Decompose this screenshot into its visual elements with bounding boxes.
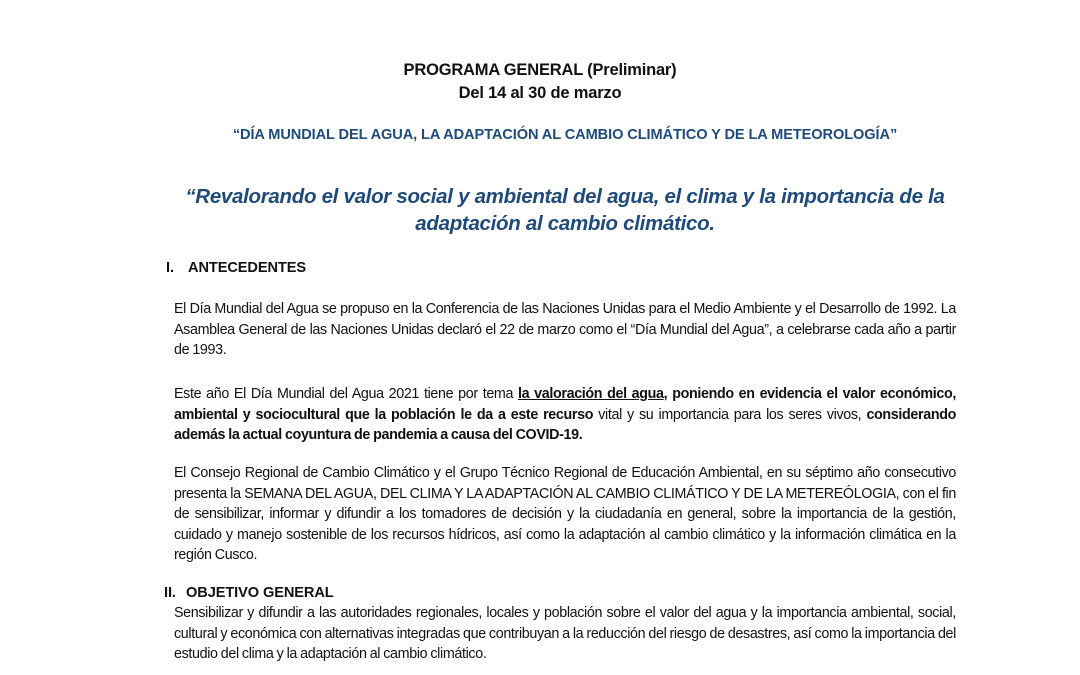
emphasis-text: , poniendo en evidencia el valor económico, ambiental y sociocultural que la población le da a este recurso <box>174 386 956 423</box>
paragraph-text: vital y su importancia para los seres vivos, <box>593 406 867 423</box>
event-slogan <box>160 183 970 237</box>
section-heading-objetivo <box>164 585 334 601</box>
slogan-line-1: “Revalorando el valor social y ambiental del agua, el clima y la importancia de la <box>185 185 945 208</box>
paragraph-antecedentes-3: El Consejo Regional de Cambio Climático y el Grupo Técnico Regional de Educación Ambiental, en su séptimo año consecutivo presenta la SEMANA DEL AGUA, DEL CLIMA Y LA ADAPTACIÓN AL CAMBIO CLIMÁTICO Y DE LA METEREÓLOGIA, con el fin de sensibilizar, informar y difundir a los tomadores de decisión y la ciudadanía en general, sobre la importancia de la gestión, cuidado y manejo sostenible de los recursos hídricos, así como la adaptación al cambio climático y la información climática en la región Cusco. <box>174 465 956 563</box>
slogan-line-2: adaptación al cambio climático. <box>415 212 715 235</box>
highlight-theme: la valoración del agua <box>518 386 664 402</box>
paragraph-antecedentes-2 <box>174 384 956 446</box>
paragraph-antecedentes-1: El Día Mundial del Agua se propuso en la Conferencia de las Naciones Unidas para el Medio Ambiente y el Desarrollo de 1992. La Asamblea General de las Naciones Unidas declaró el 22 de marzo como el “Día Mundial del Agua”, a celebrarse cada año a partir de 1993. <box>174 301 956 358</box>
section-heading-antecedentes <box>166 260 306 276</box>
paragraph-objetivo: Sensibilizar y difundir a las autoridades regionales, locales y población sobre el valor del agua y la importancia ambiental, social, cultural y económica con alternativas integradas que contribuyan a la reducción del riesgo de desastres, así como la importancia del estudio del clima y la adaptación al cambio climático. <box>174 605 956 662</box>
paragraph-text: Este año El Día Mundial del Agua 2021 tiene por tema <box>174 386 519 402</box>
event-theme: “DÍA MUNDIAL DEL AGUA, LA ADAPTACIÓN AL CAMBIO CLIMÁTICO Y DE LA METEOROLOGÍA” <box>232 127 898 143</box>
section-number: II. <box>164 585 176 601</box>
emphasis-covid: considerando además la actual coyuntura de pandemia a causa del COVID-19. <box>174 406 956 443</box>
program-dates: Del 14 al 30 de marzo <box>458 84 622 102</box>
section-number: I. <box>166 260 174 276</box>
section-title: OBJETIVO GENERAL <box>186 585 334 601</box>
program-title: PROGRAMA GENERAL (Preliminar) <box>403 61 677 79</box>
section-title: ANTECEDENTES <box>188 260 306 276</box>
